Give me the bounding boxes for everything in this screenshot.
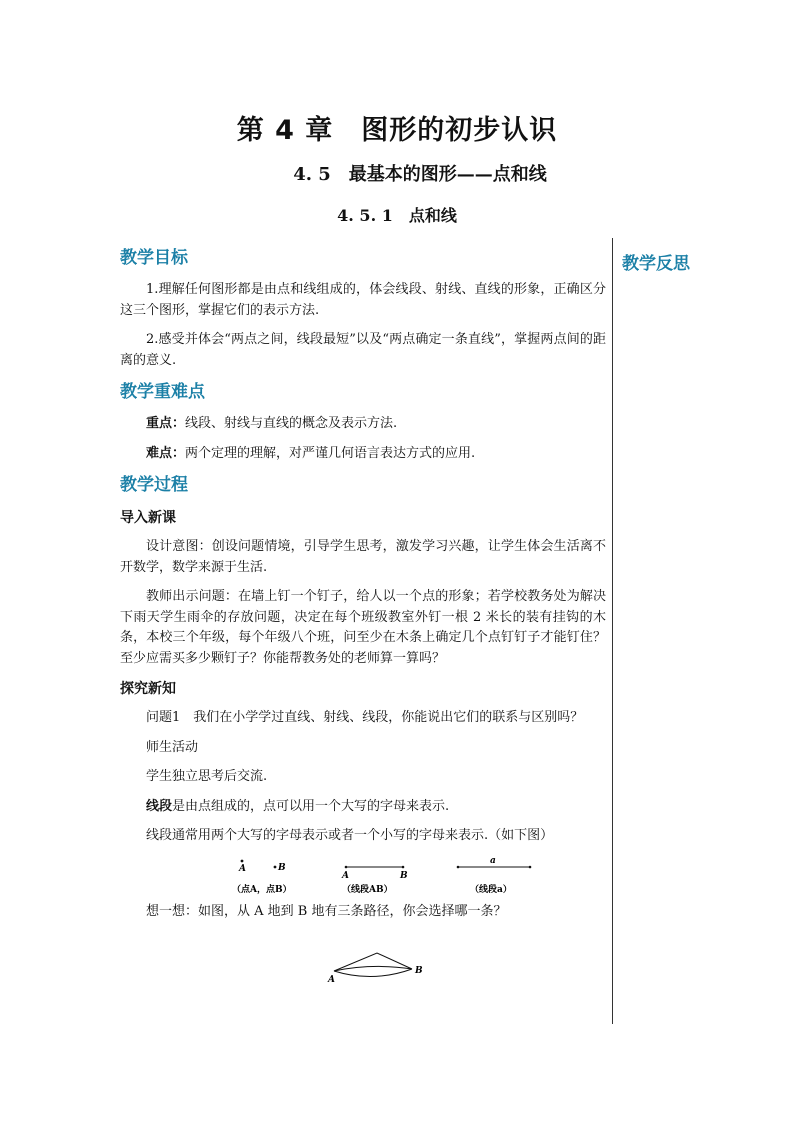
route-figure-svg — [120, 931, 606, 983]
intro-heading: 导入新课 — [120, 510, 176, 526]
caption-points: （点A，点B） — [232, 884, 292, 895]
segment-label-a: A — [342, 870, 349, 881]
point-a-label: A — [239, 863, 246, 874]
route-label-b: B — [415, 966, 423, 976]
route-label-a: A — [328, 975, 335, 983]
notation-figure — [120, 856, 606, 896]
process-heading: 教学过程 — [120, 475, 188, 495]
route-top-path — [334, 953, 412, 971]
route-bottom-path — [334, 969, 412, 977]
subsection-title: 4. 5. 1 点和线 — [337, 206, 457, 225]
point-a-dot — [241, 859, 244, 862]
objective-item: 1.理解任何图形都是由点和线组成的，体会线段、射线、直线的形象，正确区分这三个图形，掌握它们的表示方法. — [120, 282, 606, 318]
notation-figure-svg — [120, 856, 606, 896]
segment-ab-end-b — [402, 865, 405, 868]
think-question: 想一想：如图，从 A 地到 B 地有三条路径，你会选择哪一条？ — [146, 903, 507, 919]
route-figure — [120, 931, 606, 983]
difficult-text: 两个定理的理解，对严谨几何语言表达方式的应用. — [185, 445, 476, 461]
segment-label-b: B — [400, 870, 408, 881]
column-divider — [612, 238, 613, 1024]
segment-a-end-left — [457, 865, 460, 868]
intro-paragraph: 教师出示问题：在墙上钉一个钉子，给人以一个点的形象；若学校教务处为解决下雨天学生雨伞的存放问题，决定在每个班级教室外钉一根 2 米长的装有挂钩的木条，本校三个年级，每个年级八个班，问至少在木条上确定几个点钉钉子才能钉住？至少应需买多少颗钉子？你能帮教务处的老师算一算吗？ — [120, 589, 606, 666]
keypoints-heading: 教学重难点 — [120, 382, 205, 402]
intro-paragraph: 设计意图：创设问题情境，引导学生思考，激发学习兴趣，让学生体会生活离不开数学，数学来源于生活. — [120, 539, 606, 575]
page-title: 第 4 章 图形的初步认识 — [236, 115, 558, 146]
segment-term: 线段 — [146, 798, 173, 814]
explore-heading: 探究新知 — [120, 681, 176, 697]
key-text: 线段、射线与直线的概念及表示方法. — [185, 416, 398, 431]
point-b-label: B — [278, 862, 286, 873]
objectives-heading: 教学目标 — [120, 248, 188, 268]
caption-segment: （线段AB） — [342, 884, 393, 895]
key-point — [120, 414, 606, 435]
activity-label: 师生活动 — [146, 739, 199, 755]
reflection-heading: 教学反思 — [622, 254, 690, 274]
caption-lower: （线段a） — [470, 884, 512, 895]
point-b-dot — [274, 865, 277, 868]
discuss-text: 学生独立思考后交流. — [146, 769, 268, 784]
question-1: 问题1 我们在小学学过直线、射线、线段，你能说出它们的联系与区别吗？ — [146, 710, 584, 725]
key-label: 重点： — [146, 416, 186, 431]
section-title: 4. 5 最基本的图形——点和线 — [293, 164, 547, 185]
segment-definition-text: 是由点组成的，点可以用一个大写的字母来表示. — [172, 798, 450, 814]
segment-a-label: a — [490, 855, 496, 866]
segment-a-end-right — [529, 865, 532, 868]
route-middle-path — [334, 966, 412, 971]
objective-item: 2.感受并体会“两点之间，线段最短”以及“两点确定一条直线”，掌握两点间的距离的意义. — [120, 332, 606, 368]
segment-ab-end-a — [345, 865, 348, 868]
segment-notation: 线段通常用两个大写的字母表示或者一个小写的字母来表示.（如下图） — [146, 828, 554, 843]
segment-definition — [120, 797, 606, 818]
difficult-label: 难点： — [146, 445, 186, 461]
difficult-point — [120, 444, 606, 465]
main-content — [120, 246, 606, 983]
